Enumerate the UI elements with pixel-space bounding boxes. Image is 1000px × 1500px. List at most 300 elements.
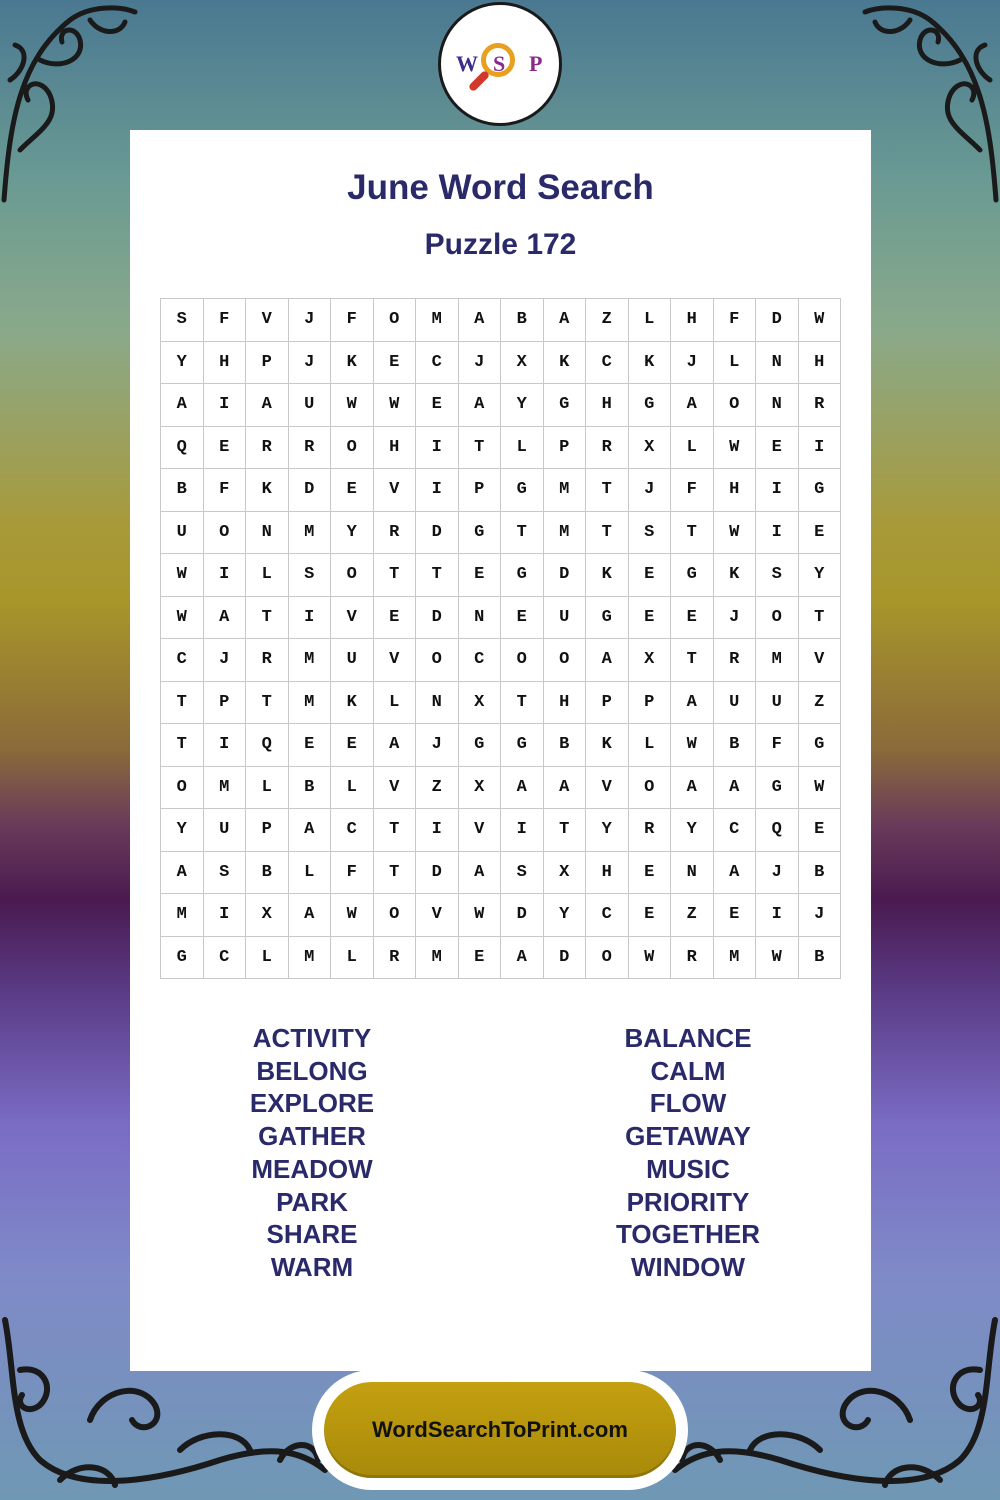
word-list-item: PARK — [276, 1186, 348, 1217]
grid-cell[interactable]: X — [628, 639, 671, 682]
grid-cell[interactable]: B — [161, 469, 204, 512]
puzzle-number: Puzzle 172 — [424, 228, 577, 261]
grid-cell[interactable]: T — [671, 511, 714, 554]
grid-cell[interactable]: L — [246, 554, 289, 597]
grid-cell[interactable]: I — [203, 384, 246, 427]
grid-cell[interactable]: O — [543, 639, 586, 682]
grid-cell[interactable]: D — [416, 511, 459, 554]
grid-cell[interactable]: E — [331, 724, 374, 767]
puzzle-card — [130, 130, 871, 1371]
flourish-top-right-icon — [860, 0, 1000, 210]
grid-cell[interactable]: Z — [416, 766, 459, 809]
footer-badge — [312, 1370, 688, 1490]
grid-cell[interactable]: B — [543, 724, 586, 767]
grid-cell[interactable]: E — [331, 469, 374, 512]
grid-row — [161, 851, 841, 894]
grid-cell[interactable]: S — [288, 554, 331, 597]
grid-cell[interactable]: Q — [246, 724, 289, 767]
grid-cell[interactable]: E — [501, 596, 544, 639]
grid-cell[interactable]: Y — [586, 809, 629, 852]
grid-cell[interactable]: P — [246, 809, 289, 852]
grid-cell[interactable]: J — [416, 724, 459, 767]
grid-cell[interactable]: R — [713, 639, 756, 682]
grid-cell[interactable]: K — [586, 724, 629, 767]
grid-cell[interactable]: V — [586, 766, 629, 809]
grid-cell[interactable]: W — [628, 936, 671, 979]
grid-cell[interactable]: L — [713, 341, 756, 384]
grid-cell[interactable]: D — [416, 596, 459, 639]
grid-cell[interactable]: W — [756, 936, 799, 979]
grid-cell[interactable]: H — [671, 299, 714, 342]
grid-cell[interactable]: X — [501, 341, 544, 384]
grid-cell[interactable]: L — [288, 851, 331, 894]
grid-cell[interactable]: B — [798, 851, 841, 894]
word-list-left — [162, 1022, 462, 1284]
grid-cell[interactable]: V — [331, 596, 374, 639]
grid-cell[interactable]: F — [671, 469, 714, 512]
grid-cell[interactable]: T — [586, 469, 629, 512]
grid-cell[interactable]: L — [246, 766, 289, 809]
grid-cell[interactable]: G — [756, 766, 799, 809]
grid-cell[interactable]: W — [671, 724, 714, 767]
grid-cell[interactable]: I — [416, 469, 459, 512]
grid-cell[interactable]: L — [501, 426, 544, 469]
grid-cell[interactable]: E — [288, 724, 331, 767]
grid-cell[interactable]: A — [246, 384, 289, 427]
grid-cell[interactable]: I — [416, 809, 459, 852]
grid-cell[interactable]: V — [373, 766, 416, 809]
word-list-item: TOGETHER — [616, 1219, 760, 1250]
website-button[interactable] — [324, 1382, 676, 1478]
grid-cell[interactable]: U — [756, 681, 799, 724]
grid-cell[interactable]: E — [713, 894, 756, 937]
grid-cell[interactable]: M — [756, 639, 799, 682]
grid-row — [161, 341, 841, 384]
grid-cell[interactable]: L — [628, 299, 671, 342]
grid-cell[interactable]: I — [756, 511, 799, 554]
grid-cell[interactable]: P — [543, 426, 586, 469]
grid-cell[interactable]: W — [713, 426, 756, 469]
grid-cell[interactable]: O — [628, 766, 671, 809]
grid-cell[interactable]: M — [161, 894, 204, 937]
grid-cell[interactable]: B — [288, 766, 331, 809]
grid-cell[interactable]: H — [798, 341, 841, 384]
grid-cell[interactable]: O — [713, 384, 756, 427]
grid-cell[interactable]: K — [713, 554, 756, 597]
website-link[interactable]: WordSearchToPrint.com — [372, 1417, 628, 1442]
grid-cell[interactable]: X — [458, 681, 501, 724]
grid-cell[interactable]: T — [373, 851, 416, 894]
grid-cell[interactable]: Y — [161, 341, 204, 384]
grid-cell[interactable]: C — [331, 809, 374, 852]
grid-row — [161, 809, 841, 852]
grid-cell[interactable]: E — [628, 596, 671, 639]
word-list-item: MEADOW — [251, 1153, 373, 1184]
grid-cell[interactable]: O — [501, 639, 544, 682]
grid-cell[interactable]: V — [416, 894, 459, 937]
grid-cell[interactable]: D — [501, 894, 544, 937]
grid-cell[interactable]: J — [288, 299, 331, 342]
word-list-item: BALANCE — [624, 1023, 752, 1053]
grid-cell[interactable]: A — [203, 596, 246, 639]
grid-cell[interactable]: A — [161, 384, 204, 427]
grid-cell[interactable]: J — [628, 469, 671, 512]
grid-cell[interactable]: G — [586, 596, 629, 639]
grid-cell[interactable]: S — [756, 554, 799, 597]
grid-cell[interactable]: S — [501, 851, 544, 894]
grid-cell[interactable]: C — [203, 936, 246, 979]
grid-cell[interactable]: N — [756, 384, 799, 427]
wsp-logo — [438, 2, 562, 126]
grid-cell[interactable]: Q — [161, 426, 204, 469]
grid-cell[interactable]: M — [416, 936, 459, 979]
grid-cell[interactable]: R — [373, 511, 416, 554]
grid-cell[interactable]: T — [586, 511, 629, 554]
grid-cell[interactable]: J — [798, 894, 841, 937]
grid-cell[interactable]: N — [246, 511, 289, 554]
word-list-item: WARM — [270, 1251, 354, 1282]
grid-cell[interactable]: V — [373, 639, 416, 682]
grid-cell[interactable]: H — [586, 851, 629, 894]
grid-cell[interactable]: K — [331, 681, 374, 724]
grid-row — [161, 681, 841, 724]
grid-cell[interactable]: E — [373, 596, 416, 639]
grid-cell[interactable]: U — [161, 511, 204, 554]
grid-cell[interactable]: F — [203, 469, 246, 512]
grid-cell[interactable]: N — [458, 596, 501, 639]
grid-cell[interactable]: E — [416, 384, 459, 427]
grid-cell[interactable]: A — [713, 766, 756, 809]
grid-cell[interactable]: B — [501, 299, 544, 342]
logo-letter-p: P — [529, 51, 543, 76]
grid-cell[interactable]: M — [288, 681, 331, 724]
grid-cell[interactable]: M — [543, 469, 586, 512]
grid-cell[interactable]: A — [501, 766, 544, 809]
grid-cell[interactable]: C — [713, 809, 756, 852]
grid-cell[interactable]: H — [373, 426, 416, 469]
grid-cell[interactable]: O — [331, 554, 374, 597]
grid-cell[interactable]: M — [416, 299, 459, 342]
grid-cell[interactable]: B — [798, 936, 841, 979]
grid-cell[interactable]: M — [288, 936, 331, 979]
grid-cell[interactable]: R — [288, 426, 331, 469]
grid-row — [161, 426, 841, 469]
grid-cell[interactable]: R — [798, 384, 841, 427]
grid-cell[interactable]: J — [203, 639, 246, 682]
word-list-item: CALM — [650, 1055, 726, 1086]
grid-cell[interactable]: U — [713, 681, 756, 724]
grid-cell[interactable]: W — [798, 299, 841, 342]
grid-cell[interactable]: Y — [501, 384, 544, 427]
grid-cell[interactable]: R — [373, 936, 416, 979]
word-list-item: SHARE — [266, 1219, 358, 1250]
grid-cell[interactable]: C — [586, 894, 629, 937]
grid-cell[interactable]: G — [458, 511, 501, 554]
grid-cell[interactable]: U — [288, 384, 331, 427]
grid-cell[interactable]: E — [373, 341, 416, 384]
grid-cell[interactable]: Y — [543, 894, 586, 937]
grid-cell[interactable]: G — [543, 384, 586, 427]
grid-cell[interactable]: W — [331, 894, 374, 937]
grid-cell[interactable]: A — [501, 936, 544, 979]
grid-cell[interactable]: R — [246, 426, 289, 469]
grid-cell[interactable]: O — [373, 894, 416, 937]
grid-cell[interactable]: Y — [331, 511, 374, 554]
grid-cell[interactable]: W — [713, 511, 756, 554]
grid-cell[interactable]: Y — [798, 554, 841, 597]
grid-cell[interactable]: T — [373, 809, 416, 852]
grid-cell[interactable]: U — [543, 596, 586, 639]
grid-cell[interactable]: A — [671, 384, 714, 427]
grid-cell[interactable]: D — [416, 851, 459, 894]
word-list-item: BELONG — [256, 1055, 368, 1086]
grid-cell[interactable]: P — [586, 681, 629, 724]
grid-cell[interactable]: A — [288, 809, 331, 852]
grid-cell[interactable]: L — [331, 936, 374, 979]
grid-cell[interactable]: H — [543, 681, 586, 724]
grid-cell[interactable]: A — [671, 681, 714, 724]
grid-cell[interactable]: A — [671, 766, 714, 809]
grid-row — [161, 384, 841, 427]
grid-cell[interactable]: C — [161, 639, 204, 682]
grid-cell[interactable]: M — [288, 639, 331, 682]
grid-cell[interactable]: G — [161, 936, 204, 979]
grid-cell[interactable]: T — [458, 426, 501, 469]
grid-cell[interactable]: Z — [798, 681, 841, 724]
grid-cell[interactable]: T — [543, 809, 586, 852]
grid-cell[interactable]: E — [798, 511, 841, 554]
grid-cell[interactable]: U — [203, 809, 246, 852]
word-list-item: WINDOW — [630, 1251, 746, 1282]
grid-cell[interactable]: O — [373, 299, 416, 342]
grid-cell[interactable]: E — [628, 851, 671, 894]
logo-letter-w: W — [456, 51, 478, 76]
grid-cell[interactable]: A — [458, 384, 501, 427]
grid-cell[interactable]: S — [203, 851, 246, 894]
grid-cell[interactable]: W — [161, 554, 204, 597]
grid-cell[interactable]: F — [331, 299, 374, 342]
grid-cell[interactable]: X — [628, 426, 671, 469]
grid-cell[interactable]: H — [203, 341, 246, 384]
grid-cell[interactable]: R — [628, 809, 671, 852]
grid-cell[interactable]: I — [756, 894, 799, 937]
grid-cell[interactable]: I — [288, 596, 331, 639]
grid-cell[interactable]: D — [543, 554, 586, 597]
grid-cell[interactable]: F — [203, 299, 246, 342]
grid-cell[interactable]: X — [543, 851, 586, 894]
grid-cell[interactable]: L — [246, 936, 289, 979]
grid-cell[interactable]: I — [756, 469, 799, 512]
grid-cell[interactable]: D — [543, 936, 586, 979]
grid-cell[interactable]: M — [288, 511, 331, 554]
grid-cell[interactable]: T — [416, 554, 459, 597]
grid-cell[interactable]: I — [501, 809, 544, 852]
word-list-item: MUSIC — [646, 1153, 730, 1184]
grid-cell[interactable]: A — [458, 851, 501, 894]
grid-cell[interactable]: R — [246, 639, 289, 682]
grid-cell[interactable]: O — [756, 596, 799, 639]
grid-cell[interactable]: A — [161, 851, 204, 894]
grid-cell[interactable]: G — [798, 724, 841, 767]
grid-cell[interactable]: G — [501, 469, 544, 512]
grid-cell[interactable]: A — [586, 639, 629, 682]
grid-cell[interactable]: O — [416, 639, 459, 682]
grid-cell[interactable]: G — [628, 384, 671, 427]
grid-cell[interactable]: D — [756, 299, 799, 342]
grid-cell[interactable]: Y — [671, 809, 714, 852]
grid-cell[interactable]: Z — [671, 894, 714, 937]
grid-cell[interactable]: J — [713, 596, 756, 639]
grid-row — [161, 724, 841, 767]
grid-row — [161, 894, 841, 937]
grid-cell[interactable]: F — [756, 724, 799, 767]
grid-cell[interactable]: E — [671, 596, 714, 639]
grid-cell[interactable]: R — [671, 936, 714, 979]
grid-cell[interactable]: I — [203, 894, 246, 937]
grid-cell[interactable]: E — [628, 554, 671, 597]
grid-cell[interactable]: G — [501, 724, 544, 767]
grid-cell[interactable]: E — [628, 894, 671, 937]
grid-cell[interactable]: R — [586, 426, 629, 469]
grid-cell[interactable]: O — [161, 766, 204, 809]
grid-cell[interactable]: S — [161, 299, 204, 342]
grid-cell[interactable]: A — [373, 724, 416, 767]
grid-cell[interactable]: H — [586, 384, 629, 427]
grid-cell[interactable]: X — [458, 766, 501, 809]
grid-cell[interactable]: T — [161, 724, 204, 767]
grid-row — [161, 596, 841, 639]
word-list-item: EXPLORE — [249, 1088, 375, 1119]
grid-cell[interactable]: S — [628, 511, 671, 554]
grid-cell[interactable]: J — [288, 341, 331, 384]
grid-cell[interactable]: H — [713, 469, 756, 512]
word-list-right — [538, 1022, 838, 1284]
grid-cell[interactable]: M — [713, 936, 756, 979]
grid-cell[interactable]: O — [203, 511, 246, 554]
grid-cell[interactable]: P — [203, 681, 246, 724]
grid-cell[interactable]: G — [671, 554, 714, 597]
grid-cell[interactable]: T — [246, 681, 289, 724]
grid-cell[interactable]: W — [373, 384, 416, 427]
grid-cell[interactable]: P — [246, 341, 289, 384]
grid-cell[interactable]: W — [331, 384, 374, 427]
grid-cell[interactable]: M — [203, 766, 246, 809]
grid-cell[interactable]: I — [416, 426, 459, 469]
grid-cell[interactable]: U — [331, 639, 374, 682]
grid-cell[interactable]: Y — [161, 809, 204, 852]
grid-cell[interactable]: K — [586, 554, 629, 597]
grid-cell[interactable]: A — [713, 851, 756, 894]
logo-letter-s: S — [493, 51, 506, 76]
grid-row — [161, 469, 841, 512]
grid-cell[interactable]: V — [798, 639, 841, 682]
grid-row — [161, 554, 841, 597]
grid-cell[interactable]: T — [798, 596, 841, 639]
word-list-item: GETAWAY — [625, 1121, 751, 1152]
grid-cell[interactable]: O — [331, 426, 374, 469]
grid-row — [161, 766, 841, 809]
grid-cell[interactable]: W — [458, 894, 501, 937]
grid-row — [161, 936, 841, 979]
grid-cell[interactable]: V — [246, 299, 289, 342]
grid-cell[interactable]: E — [203, 426, 246, 469]
grid-cell[interactable]: B — [713, 724, 756, 767]
grid-cell[interactable]: T — [501, 681, 544, 724]
grid-cell[interactable]: E — [458, 936, 501, 979]
grid-cell[interactable]: O — [586, 936, 629, 979]
grid-cell[interactable]: P — [458, 469, 501, 512]
grid-cell[interactable]: I — [798, 426, 841, 469]
grid-cell[interactable]: N — [416, 681, 459, 724]
grid-row — [161, 299, 841, 342]
grid-cell[interactable]: Z — [586, 299, 629, 342]
grid-cell[interactable]: C — [586, 341, 629, 384]
grid-cell[interactable]: W — [161, 596, 204, 639]
grid-cell[interactable]: F — [713, 299, 756, 342]
grid-cell[interactable]: T — [246, 596, 289, 639]
word-list-item: FLOW — [649, 1088, 727, 1119]
grid-cell[interactable]: L — [331, 766, 374, 809]
word-list-item: PRIORITY — [626, 1186, 750, 1217]
grid-cell[interactable]: A — [543, 299, 586, 342]
grid-cell[interactable]: E — [756, 426, 799, 469]
grid-cell[interactable]: B — [246, 851, 289, 894]
grid-cell[interactable]: J — [756, 851, 799, 894]
grid-cell[interactable]: L — [628, 724, 671, 767]
grid-cell[interactable]: E — [458, 554, 501, 597]
grid-cell[interactable]: J — [671, 341, 714, 384]
grid-cell[interactable]: C — [458, 639, 501, 682]
grid-cell[interactable]: J — [458, 341, 501, 384]
grid-row — [161, 639, 841, 682]
grid-cell[interactable]: G — [458, 724, 501, 767]
grid-cell[interactable]: V — [373, 469, 416, 512]
grid-cell[interactable]: X — [246, 894, 289, 937]
page-title: June Word Search — [347, 168, 654, 207]
grid-cell[interactable]: G — [501, 554, 544, 597]
grid-cell[interactable]: V — [458, 809, 501, 852]
grid-cell[interactable]: W — [798, 766, 841, 809]
grid-cell[interactable]: I — [203, 554, 246, 597]
grid-cell[interactable]: N — [756, 341, 799, 384]
grid-cell[interactable]: D — [288, 469, 331, 512]
grid-cell[interactable]: T — [501, 511, 544, 554]
grid-cell[interactable]: A — [288, 894, 331, 937]
grid-cell[interactable]: T — [161, 681, 204, 724]
grid-cell[interactable]: F — [331, 851, 374, 894]
grid-cell[interactable]: Q — [756, 809, 799, 852]
grid-cell[interactable]: G — [798, 469, 841, 512]
grid-cell[interactable]: T — [671, 639, 714, 682]
grid-cell[interactable]: K — [543, 341, 586, 384]
grid-cell[interactable]: M — [543, 511, 586, 554]
grid-cell[interactable]: A — [458, 299, 501, 342]
grid-cell[interactable]: E — [798, 809, 841, 852]
grid-cell[interactable]: K — [331, 341, 374, 384]
grid-cell[interactable]: C — [416, 341, 459, 384]
grid-cell[interactable]: K — [246, 469, 289, 512]
grid-cell[interactable]: T — [373, 554, 416, 597]
grid-cell[interactable]: N — [671, 851, 714, 894]
grid-cell[interactable]: K — [628, 341, 671, 384]
grid-cell[interactable]: L — [671, 426, 714, 469]
grid-cell[interactable]: I — [203, 724, 246, 767]
grid-cell[interactable]: P — [628, 681, 671, 724]
word-list-item: GATHER — [258, 1121, 366, 1152]
grid-row — [161, 511, 841, 554]
grid-cell[interactable]: L — [373, 681, 416, 724]
grid-cell[interactable]: A — [543, 766, 586, 809]
